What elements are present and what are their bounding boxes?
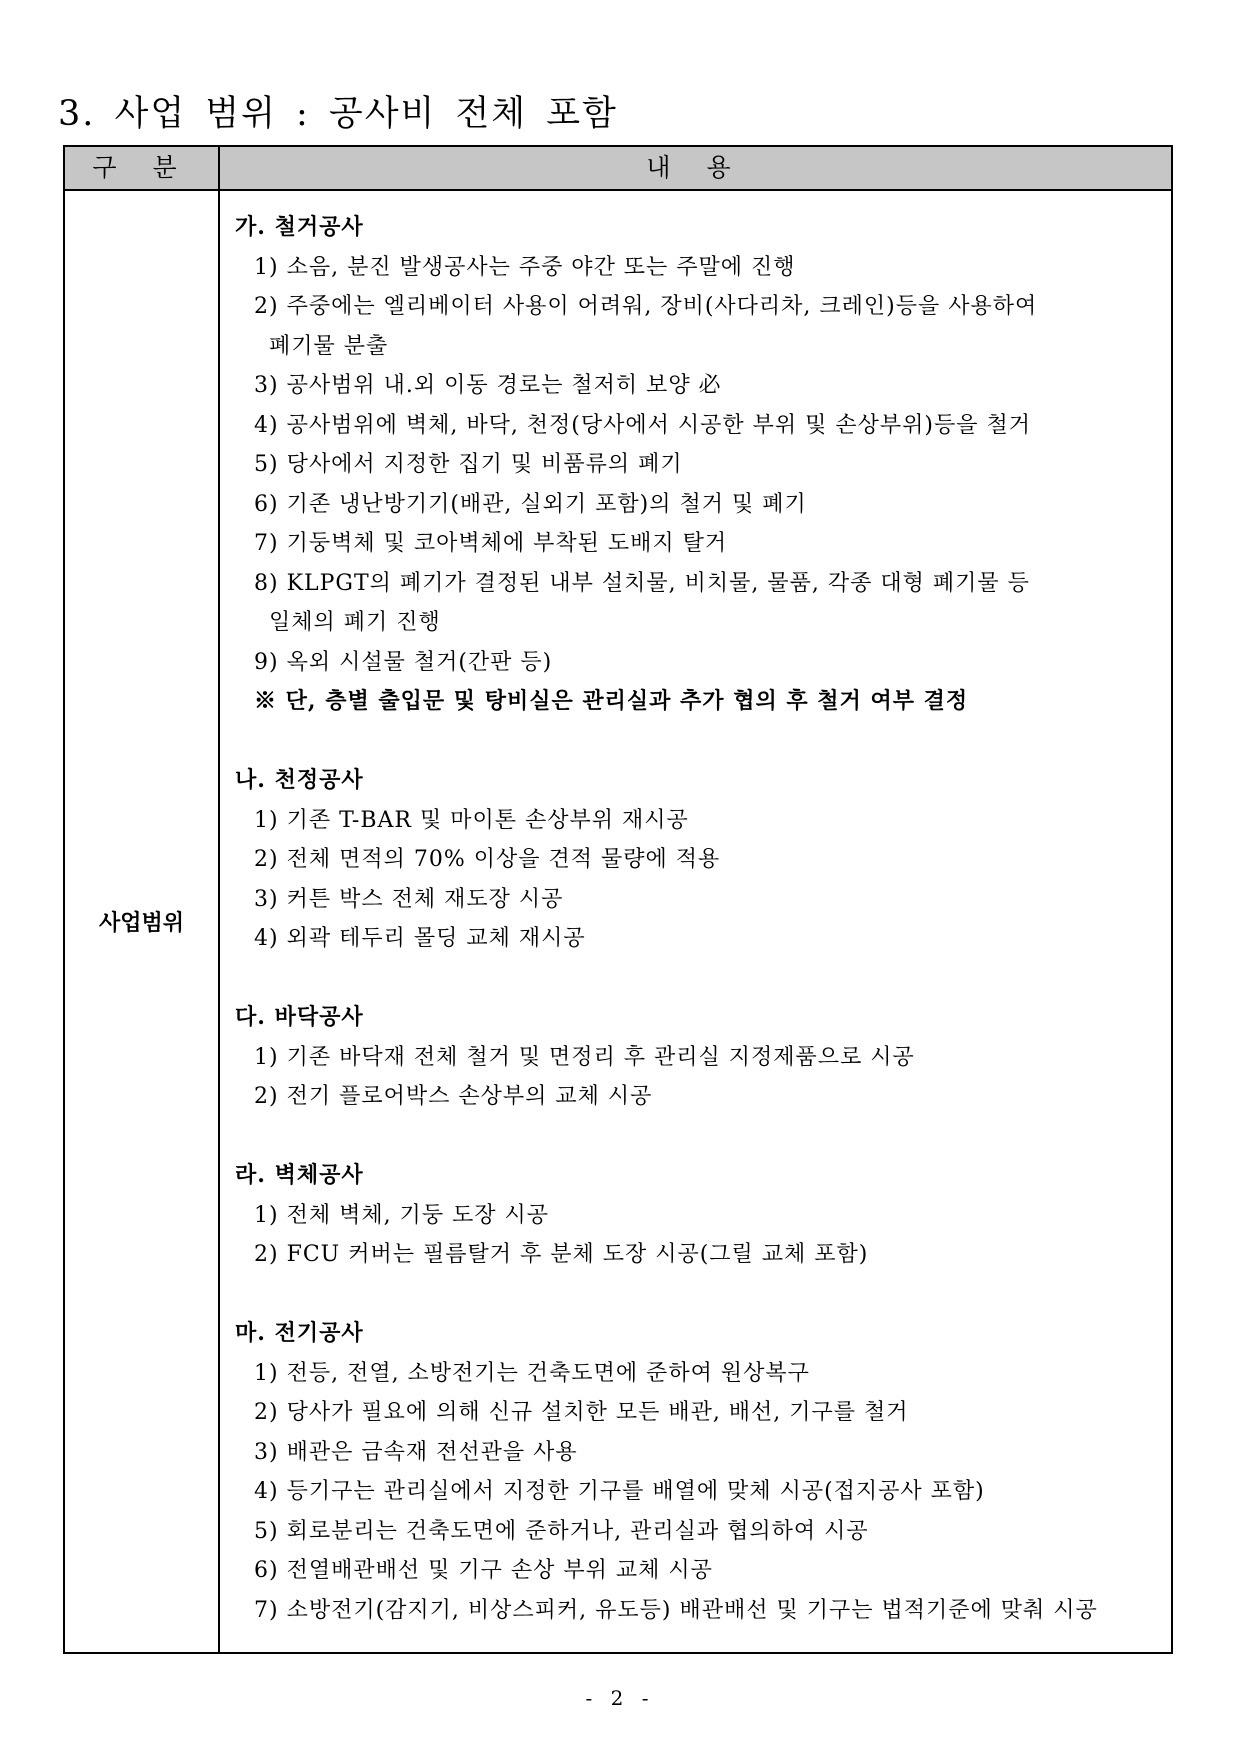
section-title-floor: 다. 바닥공사 (235, 1004, 364, 1030)
spacer (235, 1275, 1171, 1315)
list-item: 8) KLPGT의 폐기가 결정된 내부 설치물, 비치물, 물품, 각종 대형 폐기물 등 (254, 570, 1030, 596)
list-item: 1) 전체 벽체, 기둥 도장 시공 (254, 1202, 550, 1228)
list-item: 4) 외곽 테두리 몰딩 교체 재시공 (254, 926, 586, 951)
list-item: 5) 당사에서 지정한 집기 및 비품류의 폐기 (254, 452, 683, 477)
list-item: 7) 기둥벽체 및 코아벽체에 부착된 도배지 탈거 (254, 531, 728, 556)
list-item: 3) 배관은 금속재 전선관을 사용 (254, 1439, 578, 1465)
spacer (235, 1117, 1171, 1157)
list-item-continuation: 폐기물 분출 (269, 333, 389, 359)
list-item: 5) 회로분리는 건축도면에 준하거나, 관리실과 협의하여 시공 (254, 1518, 869, 1544)
list-item: 9) 옥외 시설물 철거(간판 등) (254, 649, 553, 675)
list-item: 2) 주중에는 엘리베이터 사용이 어려워, 장비(사다리차, 크레인)등을 사용하여 (254, 294, 1038, 319)
page-number: - 2 - (585, 1686, 655, 1710)
column-divider (218, 147, 220, 1652)
list-item: 6) 전열배관배선 및 기구 손상 부위 교체 시공 (254, 1558, 713, 1583)
list-item: 1) 소음, 분진 발생공사는 주중 야간 또는 주말에 진행 (254, 254, 796, 280)
list-item-continuation: 일체의 폐기 진행 (269, 610, 441, 635)
header-category: 구 분 (92, 153, 191, 182)
list-item: 1) 전등, 전열, 소방전기는 건축도면에 준하여 원상복구 (254, 1360, 810, 1386)
list-item: 2) FCU 커버는 필름탈거 후 분체 도장 시공(그릴 교체 포함) (254, 1242, 869, 1267)
list-item: 1) 기존 바닥재 전체 철거 및 면정리 후 관리실 지정제품으로 시공 (254, 1044, 915, 1070)
header-content: 내 용 (646, 153, 745, 182)
section-title-electrical: 마. 전기공사 (235, 1320, 364, 1346)
project-scope-table (63, 145, 1173, 1654)
list-item: 3) 공사범위 내.외 이동 경로는 철저히 보양 必 (254, 373, 722, 398)
list-item: 4) 공사범위에 벽체, 바닥, 천정(당사에서 시공한 부위 및 손상부위)등을 철거 (254, 412, 1031, 438)
list-item: 2) 당사가 필요에 의해 신규 설치한 모든 배관, 배선, 기구를 철거 (254, 1400, 909, 1425)
demolition-note: ※ 단, 층별 출입문 및 탕비실은 관리실과 추가 협의 후 철거 여부 결정 (254, 688, 969, 714)
row-label-project-scope: 사업범위 (98, 910, 184, 936)
list-item: 2) 전체 면적의 70% 이상을 견적 물량에 적용 (254, 847, 721, 872)
document-title: 3. 사업 범위 : 공사비 전체 포함 (58, 94, 618, 134)
list-item: 6) 기존 냉난방기기(배관, 실외기 포함)의 철거 및 폐기 (254, 491, 807, 517)
table-header-row (65, 147, 1171, 191)
list-item: 4) 등기구는 관리실에서 지정한 기구를 배열에 맞체 시공(접지공사 포함) (254, 1479, 985, 1504)
spacer (235, 722, 1171, 762)
section-title-wall: 라. 벽체공사 (235, 1162, 364, 1188)
list-item: 1) 기존 T-BAR 및 마이톤 손상부위 재시공 (254, 807, 689, 833)
list-item: 3) 커튼 박스 전체 재도장 시공 (254, 886, 564, 912)
scope-content (235, 208, 1171, 1630)
section-title-demolition: 가. 철거공사 (235, 214, 364, 240)
list-item: 7) 소방전기(감지기, 비상스피커, 유도등) 배관배선 및 기구는 법적기준에 맞춰 시공 (254, 1597, 1098, 1623)
list-item: 2) 전기 플로어박스 손상부의 교체 시공 (254, 1084, 653, 1109)
section-title-ceiling: 나. 천정공사 (235, 767, 364, 793)
spacer (235, 959, 1171, 999)
